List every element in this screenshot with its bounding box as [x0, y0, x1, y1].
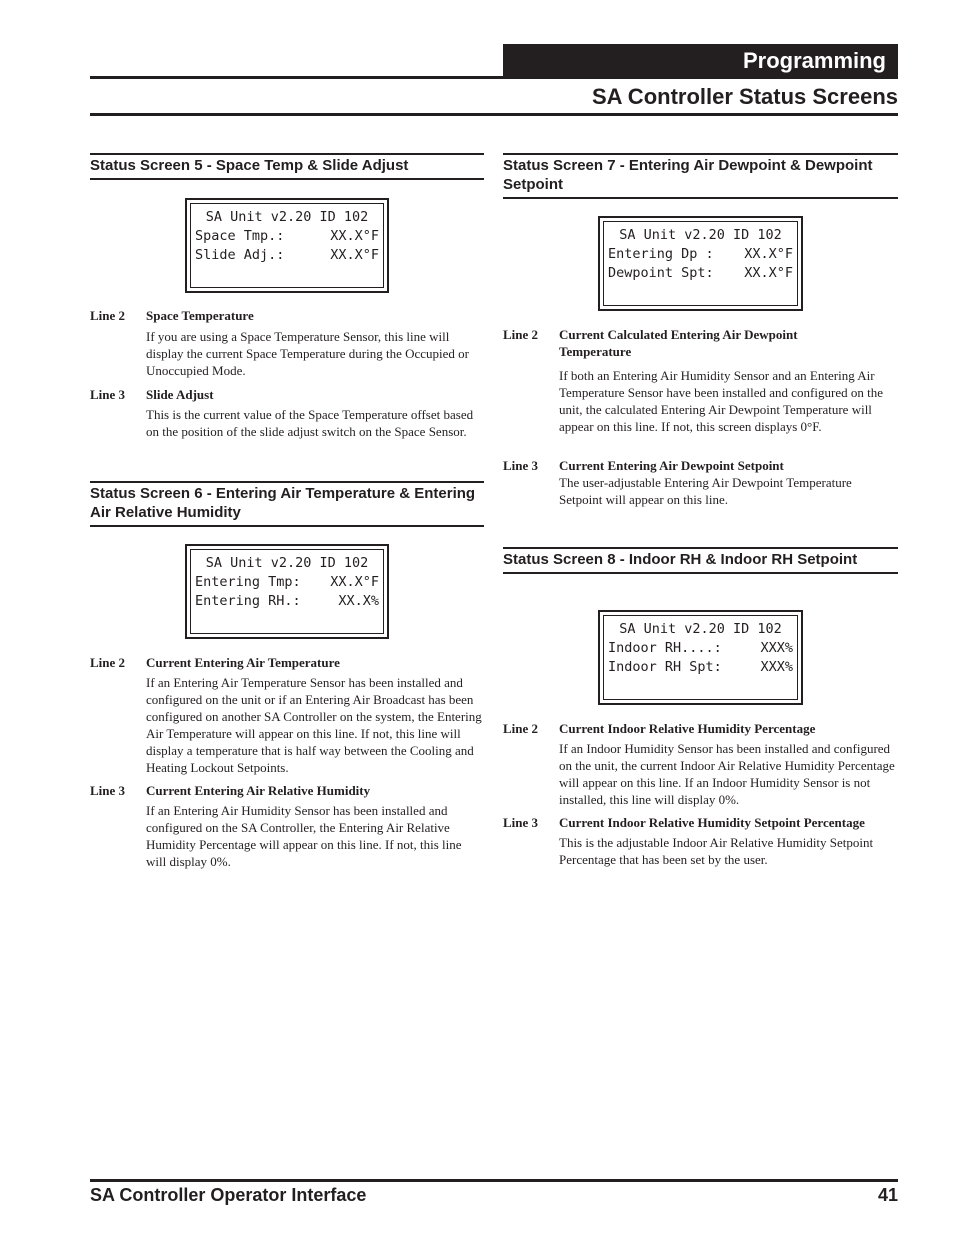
lcd-line-1: SA Unit v2.20 ID 102	[619, 227, 782, 243]
lcd-line-2: Entering Dp : XX.X°F	[608, 246, 793, 262]
screen-8-lcd-display	[598, 610, 803, 705]
lcd-line-2: Indoor RH....: XXX%	[608, 640, 793, 656]
footer-title: SA Controller Operator Interface	[90, 1185, 367, 1205]
lcd-line-1: SA Unit v2.20 ID 102	[205, 555, 369, 571]
lcd-line-3: Entering RH.: XX.X%	[195, 593, 379, 609]
lcd-line-3: Slide Adj.: XX.X°F	[195, 247, 379, 263]
screen-6-lcd-display	[185, 544, 389, 639]
lcd-line-1: SA Unit v2.20 ID 102	[205, 209, 369, 225]
screen-5-lcd-display	[185, 198, 389, 293]
page-title: SA Controller Status Screens	[591, 84, 898, 109]
screen-7-line-3: Line 3 Current Entering Air Dewpoint Setpoint The user-adjustable Entering Air Dewpoint Temperature Setpoint will appear on this line.	[503, 458, 852, 507]
footer-rule	[90, 1179, 898, 1182]
header-rule-top	[90, 76, 898, 79]
screen-7-lcd-display	[598, 216, 803, 311]
section-title: Programming	[742, 48, 886, 73]
lcd-line-2: Space Tmp.: XX.X°F	[195, 228, 379, 244]
lcd-line-3: Dewpoint Spt: XX.X°F	[608, 265, 793, 281]
page-number: 41	[877, 1185, 898, 1205]
screen-5-line-3: Line 3 Slide Adjust This is the current value of the Space Temperature offset based on the position of the slide adjust switch on the Space Sensor.	[90, 387, 474, 439]
screen-5-heading: Status Screen 5 - Space Temp & Slide Adjust	[90, 153, 484, 180]
screen-6-line-2: Line 2 Current Entering Air Temperature If an Entering Air Temperature Sensor has been installed and configured on the unit or if an Entering Air Broadcast has been configured on another SA Controller on the system, the Entering Air Temperature will appear on this line. If not, this line will display a temperature that is half way between the Cooling and Heating Lockout Setpoints.	[90, 655, 482, 775]
screen-5-line-2: Line 2 Space Temperature If you are using a Space Temperature Sensor, this line will display the current Space Temperature during the Occupied or Unoccupied Mode.	[90, 308, 470, 378]
screen-7-heading: Status Screen 7 - Entering Air Dewpoint & Dewpoint Setpoint	[503, 153, 898, 199]
screen-8-line-2: Line 2 Current Indoor Relative Humidity Percentage If an Indoor Humidity Sensor has been installed and configured on the unit, the current Indoor Air Relative Humidity Percentage will appear on this line. If an Indoor Humidity Sensor is not installed, this line will display 0%.	[503, 721, 895, 807]
screen-8-line-3: Line 3 Current Indoor Relative Humidity Setpoint Percentage This is the adjustable Indoor Air Relative Humidity Setpoint Percentage that has been set by the user.	[503, 815, 874, 867]
lcd-line-2: Entering Tmp: XX.X°F	[195, 574, 379, 590]
screen-6-line-3: Line 3 Current Entering Air Relative Humidity If an Entering Air Humidity Sensor has been installed and configured on the SA Controller, the Entering Air Relative Humidity Percentage will appear on this line. If not, this line will display 0%.	[90, 783, 462, 869]
screen-7-line-2: Line 2 Current Calculated Entering Air Dewpoint Temperature If both an Entering Air Humidity Sensor and an Entering Air Temperature Sensor have been installed and configured on the unit, the calculated Entering Air Dewpoint Temperature will appear on this line. If not, this screen displays 0°F.	[503, 327, 883, 434]
lcd-line-3: Indoor RH Spt: XXX%	[608, 659, 793, 675]
screen-8-heading: Status Screen 8 - Indoor RH & Indoor RH Setpoint	[503, 547, 898, 574]
lcd-line-1: SA Unit v2.20 ID 102	[619, 621, 782, 637]
header-rule-bottom	[90, 113, 898, 116]
screen-6-heading: Status Screen 6 - Entering Air Temperature & Entering Air Relative Humidity	[90, 481, 484, 527]
